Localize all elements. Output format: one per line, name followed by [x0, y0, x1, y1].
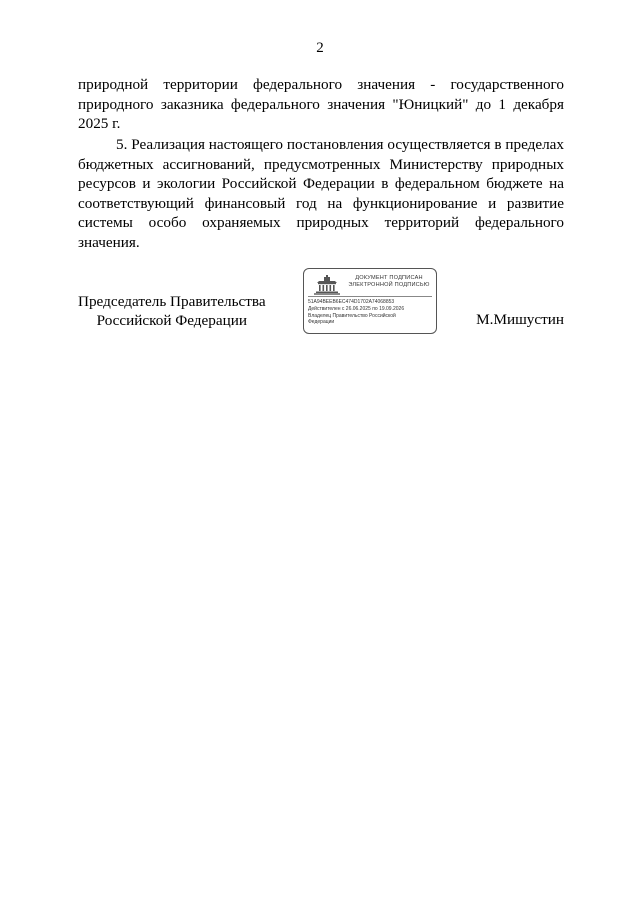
stamp-validity: Действителен с 26.06.2025 по 19.09.2026: [308, 306, 405, 312]
signer-position: [78, 292, 266, 330]
electronic-signature-stamp: [303, 268, 437, 334]
stamp-title-line-2: ЭЛЕКТРОННОЙ ПОДПИСЬЮ: [348, 282, 430, 288]
body-paragraph-1: природной территории федерального значения - государственного природного заказника федерального значения "Юницкий" до 1 декабря 2025 г.: [78, 76, 564, 133]
government-building-icon: [313, 275, 341, 295]
stamp-divider: [308, 296, 432, 297]
stamp-certificate: 51A94BEEB6EC474D1702A74068853: [308, 299, 395, 305]
page-number: 2: [316, 40, 324, 56]
stamp-owner-line-1: Владелец Правительство Российской: [308, 313, 396, 319]
signer-position-line-2: Российской Федерации: [96, 312, 247, 329]
stamp-title-line-1: ДОКУМЕНТ ПОДПИСАН: [355, 275, 423, 281]
body-paragraph-2: 5. Реализация настоящего постановления осуществляется в пределах бюджетных ассигнований, предусмотренных Министерству природных ресурсов и экологии Российской Федерации в федеральном бюджете на соответствующий финансовый год на функционирование и развитие системы особо охраняемых природных территорий федерального значения.: [78, 136, 564, 251]
signer-position-line-1: Председатель Правительства: [78, 293, 266, 310]
signer-name: М.Мишустин: [476, 311, 564, 328]
stamp-title: [344, 275, 434, 289]
stamp-owner-line-2: Федерации: [308, 319, 335, 325]
